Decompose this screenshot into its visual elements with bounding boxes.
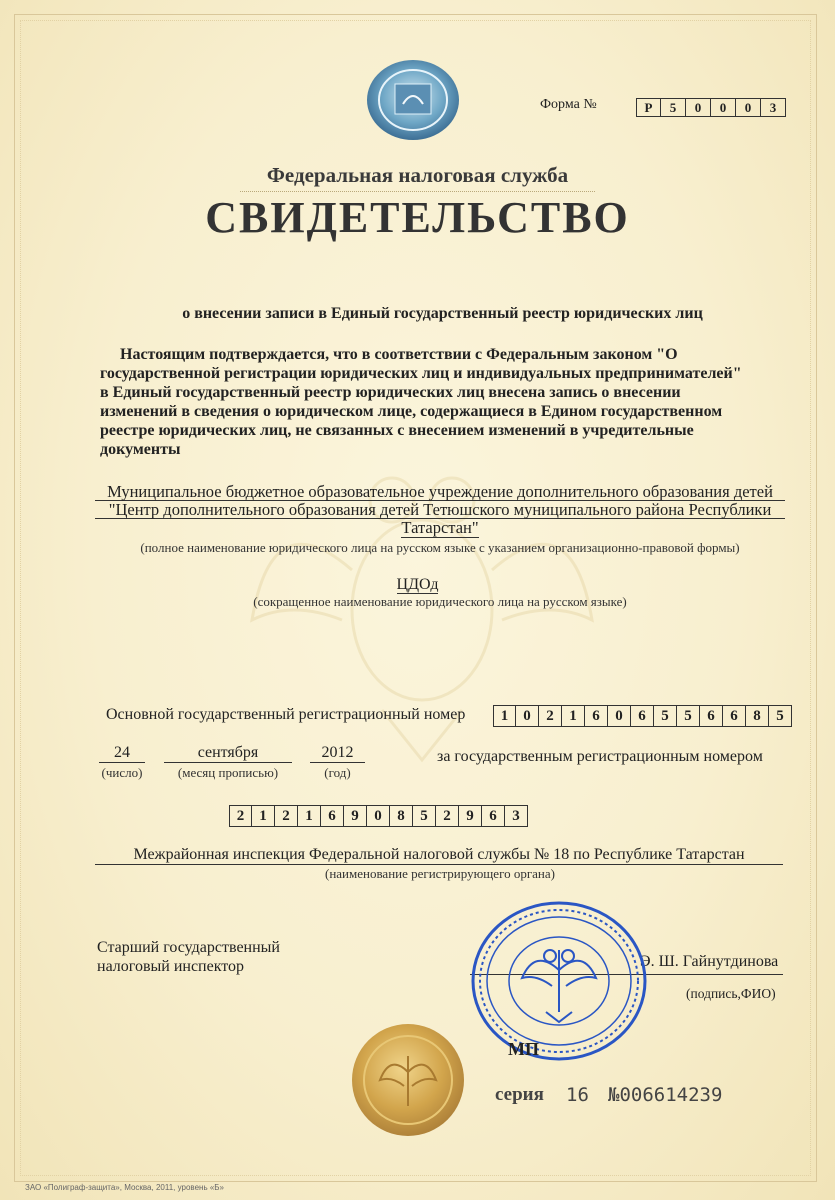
date-year: 2012 [310, 744, 365, 763]
ogrn-cell: 6 [585, 705, 608, 727]
ogrn-label: Основной государственный регистрационный номер [106, 706, 466, 723]
official-stamp-icon [470, 900, 648, 1062]
body-line: государственной регистрации юридических лиц и индивидуальных предпринимателей" [100, 365, 742, 382]
grn-cell: 6 [321, 805, 344, 827]
entity-full-name [95, 483, 785, 536]
form-label: Форма № [540, 97, 597, 112]
grn-cell: 1 [298, 805, 321, 827]
grn-label: за государственным регистрационным номером [437, 748, 763, 765]
registering-authority: Межрайонная инспекция Федеральной налоговой службы № 18 по Республике Татарстан [95, 846, 783, 865]
grn-cell: 9 [459, 805, 482, 827]
entity-short-name: ЦДОд [396, 576, 439, 593]
form-number-cell: 0 [686, 98, 711, 117]
date-month: сентября [164, 744, 292, 763]
year-caption: (год) [324, 765, 351, 780]
ogrn-cell: 1 [562, 705, 585, 727]
seat-mark: МП [508, 1039, 539, 1059]
ogrn-cell: 5 [677, 705, 700, 727]
ogrn-cell: 5 [654, 705, 677, 727]
signatory-name: Э. Ш. Гайнутдинова [640, 953, 779, 970]
day-caption: (число) [101, 765, 143, 780]
short-name-caption: (сокращенное наименование юридического лица на русском языке) [253, 594, 627, 609]
certificate-number: №006614239 [608, 1084, 723, 1106]
body-line: документы [100, 441, 181, 458]
grn-cell: 5 [413, 805, 436, 827]
grn-cell: 0 [367, 805, 390, 827]
ogrn-cell: 8 [746, 705, 769, 727]
form-number-cell: 3 [761, 98, 786, 117]
printer-imprint: ЗАО «Полиграф-защита», Москва, 2011, уровень «Б» [25, 1183, 224, 1192]
grn-cell: 2 [275, 805, 298, 827]
entity-full-name-line: Татарстан" [401, 518, 479, 537]
form-number-cell: 5 [661, 98, 686, 117]
grn-cell: 1 [252, 805, 275, 827]
body-paragraph [100, 345, 780, 459]
grn-cell: 8 [390, 805, 413, 827]
entity-full-name-line: "Центр дополнительного образования детей Тетюшского муниципального района Республики [95, 501, 785, 519]
form-number-boxes [636, 98, 786, 117]
inspector-title-line: Старший государственный [97, 939, 280, 956]
body-line: изменений в сведения о юридическом лице, содержащиеся в Едином государственном [100, 403, 723, 420]
grn-cell: 2 [436, 805, 459, 827]
grn-cell: 3 [505, 805, 528, 827]
inspector-title [97, 938, 280, 976]
full-name-caption: (полное наименование юридического лица на русском языке с указанием организационно-правовой формы) [140, 540, 740, 555]
series-label: серия [495, 1084, 544, 1105]
grn-boxes [229, 805, 528, 827]
grn-cell: 6 [482, 805, 505, 827]
ogrn-cell: 5 [769, 705, 792, 727]
body-line: реестре юридических лиц, не связанных с внесением изменений в учредительные [100, 422, 694, 439]
ogrn-cell: 6 [700, 705, 723, 727]
certificate-subtitle: о внесении записи в Единый государственный реестр юридических лиц [182, 305, 703, 322]
form-number-cell: Р [636, 98, 661, 117]
ogrn-cell: 0 [608, 705, 631, 727]
ogrn-cell: 0 [516, 705, 539, 727]
ogrn-cell: 6 [723, 705, 746, 727]
body-line: Настоящим подтверждается, что в соответствии с Федеральным законом "О [120, 346, 678, 363]
form-number-cell: 0 [711, 98, 736, 117]
inspector-title-line: налоговый инспектор [97, 958, 245, 975]
agency-name: Федеральная налоговая служба [266, 163, 569, 187]
signature-caption: (подпись,ФИО) [686, 986, 776, 1001]
body-line: в Единый государственный реестр юридических лиц внесена запись о внесении [100, 384, 681, 401]
grn-cell: 9 [344, 805, 367, 827]
gold-seal-icon [348, 1020, 468, 1140]
certificate-title: СВИДЕТЕЛЬСТВО [205, 193, 630, 242]
authority-caption: (наименование регистрирующего органа) [324, 866, 555, 881]
ogrn-boxes [493, 705, 792, 727]
hologram-emblem-icon [365, 58, 461, 142]
ogrn-cell: 2 [539, 705, 562, 727]
entity-full-name-line: Муниципальное бюджетное образовательное учреждение дополнительного образования детей [95, 483, 785, 501]
series-value: 16 [566, 1084, 589, 1106]
ogrn-cell: 1 [493, 705, 516, 727]
date-day: 24 [99, 744, 145, 763]
month-caption: (месяц прописью) [177, 765, 279, 780]
grn-cell: 2 [229, 805, 252, 827]
ogrn-cell: 6 [631, 705, 654, 727]
form-number-cell: 0 [736, 98, 761, 117]
